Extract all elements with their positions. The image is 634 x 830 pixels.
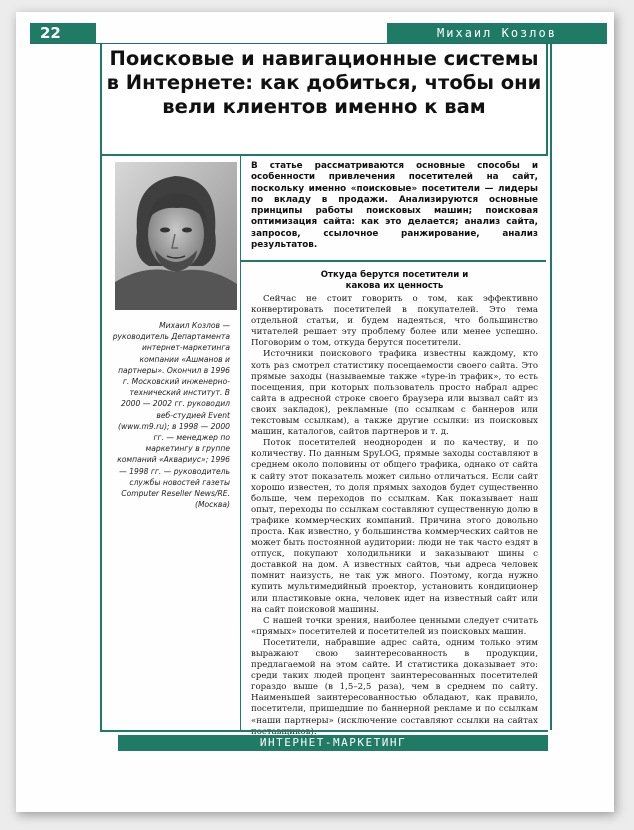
body-paragraph: Поток посетителей неоднороден и по качеству, и по количеству. По данным SpyLOG, прямые заходы составляют в среднем около половины от общего трафика, однако от сайта к сайту этот показатель может сильно отличаться. Если сайт хорошо известен, то доля прямых заходов будет существенно больше, чем переходов по ссылкам. Как показывает наш опыт, переходы по ссылкам составляют существенную долю в трафике коммерческих компаний. Причина этого довольно проста. Как известно, у большинства коммерческих сайтов не может быть постоянной аудитории: люди не так часто ездят в отпуск, покупают холодильники и заказывают шины с доставкой на дом. А известных сайтов, чьи адреса человек помнит наизусть, не так уж много. Поэтому, когда нужно купить мультимедийный проектор, установить кондиционер или пластиковые окна, человек идет на известный сайт или на сайт поисковой машины. [251,438,538,615]
body-paragraph: С нашей точки зрения, наиболее ценными следует считать «прямых» посетителей и посетителей из поисковых машин. [251,615,538,637]
author-caption: Михаил Козлов — руководитель Департамента интернет-маркетинга компании «Ашманов и партнеры». Окончил в 1996 г. Московский инженерно-технический институт. В 2000 — 2002 гг. руководил веб-студией Event (www.m9.ru); в 1998 — 2000 гг. — менеджер по маркетингу в группе компаний «Аквариус»; 1996 — 1998 гг. — руководитель службы новостей газеты Computer Reseller News/RE. (Москва) [112,321,230,510]
running-author: Михаил Козлов [387,23,607,43]
body-paragraph: Посетители, набравшие адрес сайта, одним только этим выражают свою заинтересованность в продукции, предлагаемой на этом сайте. И статистика доказывает это: среди таких людей процент заинтересованных посетителей гораздо выше (в 1,5–2,5 раза), чем в среднем по сайту. Наименьшей заинтересованностью обладают, как правило, посетители, пришедшие по баннерной рекламе и по ссылкам «наши партнеры» (исключение составляют ссылки на сайтах [251,637,538,726]
body-paragraph: Источники поискового трафика известны каждому, кто хоть раз смотрел статистику посещаемости своего сайта. Это прямые заходы (называемые также «type-in трафик», то есть посещения, при которых пользователь просто набрал адрес сайта в адресной строке своего браузера или вызвал сайт из своих закладок), рекламные (по ссылкам с баннеров или текстовым ссылкам), а также другие ссылки: из поисковых машин, каталогов, сайтов партнеров и т. д. [251,349,538,438]
article-body [240,262,546,730]
page-header [30,23,607,44]
author-portrait-icon [115,162,237,310]
page-number: 22 [30,23,96,43]
article-lead: В статье рассматриваются основные способы и особенности привлечения посетителей на сайт, поскольку именно «поисковые» посетители — лидеры по вкладу в продажи. Анализируются основные принципы работы поисковых машин; поисковая оптимизация сайта: как это делается; анализ сайта, запросов, ссылочное ранжирование, анализ результатов. [251,161,538,251]
lead-box [240,156,546,262]
title-box [100,44,548,156]
section-heading-line-2: какова их ценность [345,281,444,291]
section-footer: ИНТЕРНЕТ-МАРКЕТИНГ [118,735,548,751]
author-photo [115,162,237,310]
section-heading-line-1: Откуда берутся посетители и [320,270,469,280]
body-paragraph: Сейчас не стоит говорить о том, как эффективно конвертировать посетителей в покупателей. Это тема отдельной статьи, и будем надеяться, что большинство читателей решает эту проблему более или менее успешно. Поговорим о том, откуда берутся посетители. [251,294,538,349]
article-title: Поисковые и навигационные системы в Интернете: как добиться, чтобы они вели клиентов именно к вам [106,47,542,118]
section-heading [251,270,538,292]
bottom-rule [100,730,548,732]
